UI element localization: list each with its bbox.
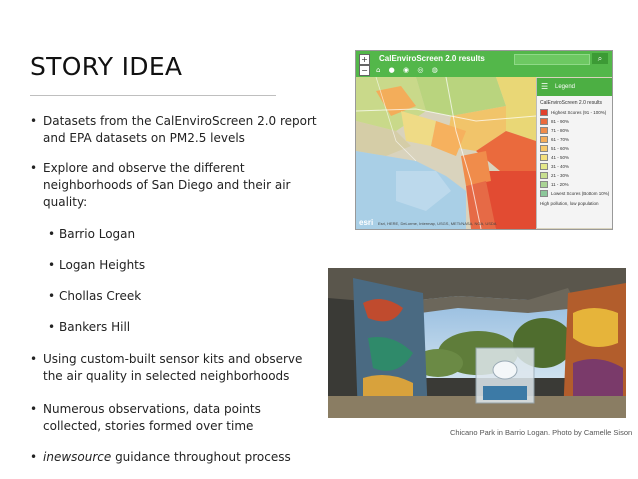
legend-swatch [540,181,548,188]
legend-item [537,144,613,153]
zoom-in-button[interactable]: + [359,54,370,65]
legend-item [537,108,613,117]
neighborhood-item: • Barrio Logan [48,227,136,241]
legend-subtitle: CalEnviroScreen 2.0 results [540,100,602,106]
slide-title: STORY IDEA [30,52,183,81]
legend-swatch [540,163,548,170]
bullet-datasets: • Datasets from the CalEnviroScreen 2.0 report and EPA datasets on PM2.5 levels [30,113,320,147]
legend-label: 21 - 30% [551,173,570,178]
legend-swatch [540,136,548,143]
legend-item [537,153,613,162]
bullet-text: Numerous observations, data points collected, stories formed over time [43,402,261,433]
legend-swatch [540,172,548,179]
zoom-out-button[interactable]: − [359,65,370,76]
bullet-text: Using custom-built sensor kits and observe the air quality in selected neighborhoods [43,352,303,383]
neighborhood-item: • Logan Heights [48,258,146,272]
legend-label: 61 - 70% [551,137,570,142]
legend-item [537,171,613,180]
legend-item [537,135,613,144]
bullet-observations: • Numerous observations, data points collected, stories formed over time [30,401,300,435]
title-divider [30,95,276,96]
legend-footer: High pollution, low population [540,201,599,206]
map-tools[interactable]: ⌂ ● ◉ ◎ ◍ [376,66,441,74]
calenviroscreen-map [355,50,613,230]
neighborhood-item: • Chollas Creek [48,289,142,303]
legend-item [537,180,613,189]
bullet-text: Datasets from the CalEnviroScreen 2.0 report and EPA datasets on PM2.5 levels [43,114,317,145]
map-legend [536,78,613,228]
map-title: CalEnviroScreen 2.0 results [379,54,485,63]
legend-swatch [540,190,548,197]
legend-label: 41 - 50% [551,155,570,160]
bullet-explore: • Explore and observe the different neighborhoods of San Diego and their air quality: [30,160,300,211]
bullet-text: guidance throughout process [111,450,291,464]
bullet-sensor-kits: • Using custom-built sensor kits and observe the air quality in selected neighborhoods [30,351,320,385]
legend-title: Legend [555,84,576,90]
legend-label: Highest Scores (91 - 100%) [551,110,607,115]
legend-label: 31 - 40% [551,164,570,169]
map-search-input[interactable] [514,54,590,65]
legend-item [537,126,613,135]
photo-image [328,268,626,418]
legend-label: 51 - 60% [551,146,570,151]
bullet-text: Explore and observe the different neighborhoods of San Diego and their air quality: [43,161,291,209]
legend-item [537,162,613,171]
legend-swatch [540,154,548,161]
photo-caption: Chicano Park in Barrio Logan. Photo by Camelle Sison [450,428,633,437]
legend-rows [537,108,613,198]
legend-label: 11 - 20% [551,182,569,187]
legend-swatch [540,127,548,134]
esri-logo: esri [359,218,374,227]
legend-swatch [540,109,548,116]
map-search-icon[interactable]: ⌕ [592,53,608,64]
map-attribution: Esri, HERE, DeLorme, Intermap, USGS, METI/NASA, NGA, USDA [378,221,497,226]
legend-label: 71 - 80% [551,128,570,133]
legend-label: Lowest Scores (Bottom 10%) [551,191,610,196]
chicano-park-photo [328,268,626,418]
list-icon: ☰ [541,82,549,91]
legend-item [537,117,613,126]
map-toolbar [356,51,612,77]
neighborhood-item: • Bankers Hill [48,320,131,334]
legend-header[interactable] [537,78,613,96]
bullet-inewsource: • inewsource guidance throughout process [30,450,291,464]
legend-swatch [540,145,548,152]
legend-label: 81 - 90% [551,119,570,124]
legend-item [537,189,613,198]
legend-swatch [540,118,548,125]
inewsource-name: inewsource [43,450,112,464]
